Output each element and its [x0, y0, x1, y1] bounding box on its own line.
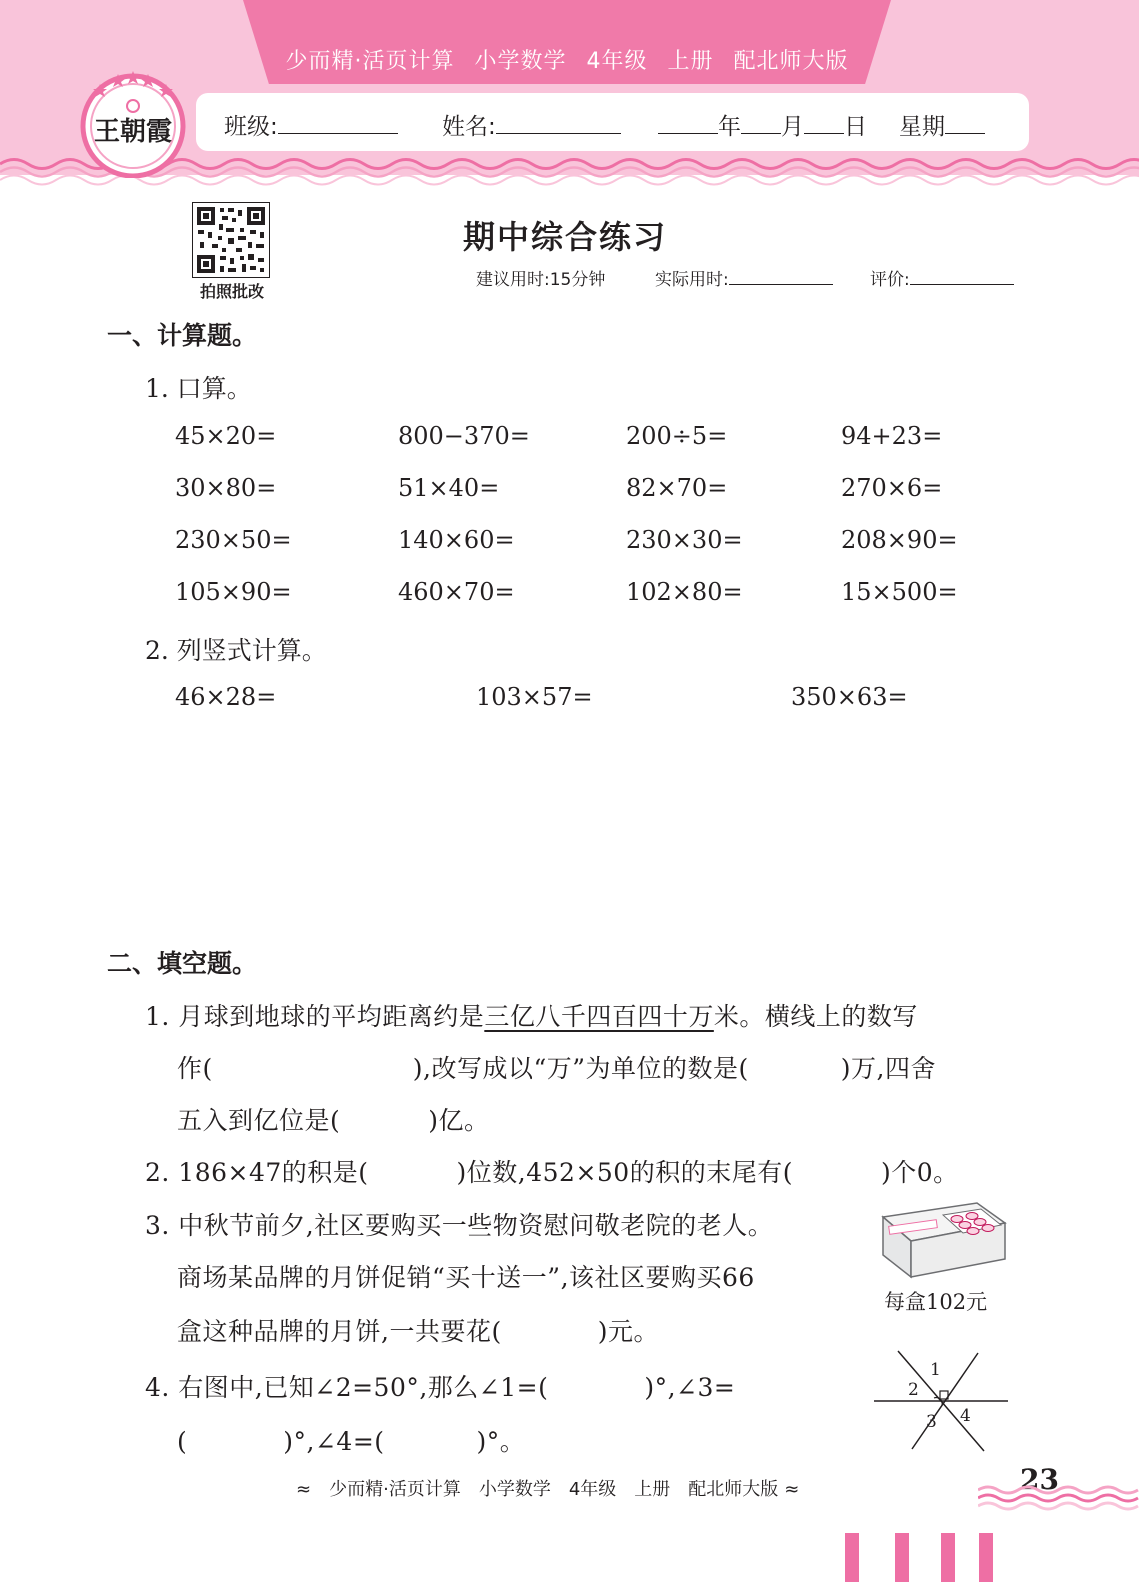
footer-series: 少而精·活页计算 — [329, 1479, 461, 1500]
q1-text: )万,四舍 — [840, 1054, 936, 1083]
q4-text: )°。 — [476, 1427, 526, 1456]
angle-label-1: 1 — [930, 1360, 941, 1380]
oral-calc-item: 94+23= — [841, 422, 943, 450]
q4-text: )°,∠3= — [644, 1373, 736, 1402]
oral-calc-item: 105×90= — [175, 578, 292, 606]
oral-calc-item: 230×50= — [175, 526, 292, 554]
q1-text: 五入到亿位是( — [177, 1106, 341, 1135]
q2-text: 2. 186×47的积是( — [145, 1158, 369, 1187]
header-title-series: 少而精·活页计算 — [285, 49, 455, 74]
q1-text: ),改写成以“万”为单位的数是( — [412, 1054, 749, 1083]
suggested-time: 建议用时:15分钟 — [476, 270, 606, 290]
week-label: 星期 — [899, 114, 945, 140]
footer-series-text — [296, 1475, 817, 1501]
angle-label-2: 2 — [908, 1380, 919, 1400]
oral-calc-item: 51×40= — [398, 474, 500, 502]
q1-text: 作( — [177, 1054, 213, 1083]
footer-edition: 配北师大版 — [688, 1479, 779, 1500]
q2-text: )个0。 — [880, 1158, 959, 1187]
footer-wave-decoration — [978, 1484, 1139, 1512]
class-blank[interactable] — [278, 111, 398, 134]
header-title-subject: 小学数学 — [474, 49, 567, 74]
year-blank[interactable] — [658, 111, 718, 134]
qr-code-icon[interactable] — [192, 202, 270, 278]
month-label: 月 — [781, 114, 804, 140]
day-label: 日 — [844, 114, 867, 140]
q1-text: 米。横线上的数写 — [713, 1002, 918, 1031]
question1-line1 — [145, 997, 918, 1033]
year-label: 年 — [718, 114, 741, 140]
footer-grade: 4年级 — [568, 1479, 617, 1500]
q1-underlined-number: 三亿八千四百四十万 — [484, 1002, 714, 1031]
header-title-grade: 4年级 — [586, 49, 648, 74]
section1-part2-label: 2. 列竖式计算。 — [145, 636, 327, 665]
oral-calc-item: 102×80= — [626, 578, 743, 606]
oral-calc-item: 200÷5= — [626, 422, 728, 450]
footer-wave-icon: ≈ — [784, 1479, 800, 1500]
header-title-volume: 上册 — [667, 49, 714, 74]
class-label: 班级: — [224, 114, 278, 140]
question3-line3 — [177, 1312, 659, 1348]
vertical-calc-item: 46×28= — [175, 683, 277, 711]
evaluation-field[interactable] — [870, 265, 1014, 290]
section2-heading: 二、填空题。 — [107, 949, 258, 978]
oral-calc-item: 30×80= — [175, 474, 277, 502]
oral-calc-item: 460×70= — [398, 578, 515, 606]
question2 — [145, 1153, 959, 1189]
name-label: 姓名: — [442, 114, 496, 140]
angle-label-3: 3 — [926, 1412, 937, 1432]
q1-text: 1. 月球到地球的平均距离约是 — [145, 1002, 485, 1031]
footer-volume: 上册 — [634, 1479, 671, 1500]
section1-part1-label: 1. 口算。 — [145, 374, 252, 403]
class-field[interactable] — [224, 108, 398, 141]
q4-text: 4. 右图中,已知∠2=50°,那么∠1=( — [145, 1373, 549, 1402]
date-field[interactable] — [658, 108, 985, 141]
week-blank[interactable] — [945, 111, 985, 134]
angle-diagram — [872, 1345, 1012, 1455]
page-title: 期中综合练习 — [462, 218, 667, 256]
vertical-calc-item: 103×57= — [476, 683, 593, 711]
qr-label: 拍照批改 — [199, 282, 264, 301]
question4-line2 — [177, 1422, 525, 1458]
q3-text: 盒这种品牌的月饼,一共要花( — [177, 1317, 502, 1346]
question4-line1 — [145, 1368, 735, 1404]
brand-logo — [78, 68, 188, 178]
page-number: 23 — [1020, 1463, 1059, 1496]
q2-text: )位数,452×50的积的末尾有( — [456, 1158, 793, 1187]
name-field[interactable] — [442, 108, 621, 141]
header-title — [243, 44, 891, 75]
question3-line1: 3. 中秋节前夕,社区要购买一些物资慰问敬老院的老人。 — [145, 1211, 774, 1240]
section1-heading: 一、计算题。 — [107, 321, 258, 350]
q1-text: )亿。 — [428, 1106, 490, 1135]
angle-label-4: 4 — [960, 1406, 971, 1426]
actual-time-blank[interactable] — [729, 266, 833, 285]
evaluation-label: 评价: — [870, 270, 910, 290]
actual-time-field[interactable] — [655, 265, 833, 290]
mooncake-box-illustration — [877, 1197, 1009, 1283]
q3-text: )元。 — [597, 1317, 659, 1346]
oral-calc-item: 82×70= — [626, 474, 728, 502]
header-title-edition: 配北师大版 — [733, 49, 849, 74]
question1-line2 — [177, 1049, 936, 1085]
oral-calc-item: 15×500= — [841, 578, 958, 606]
name-blank[interactable] — [496, 111, 621, 134]
footer-subject: 小学数学 — [478, 1479, 551, 1500]
oral-calc-item: 800−370= — [398, 422, 530, 450]
oral-calc-item: 230×30= — [626, 526, 743, 554]
question3-line2: 商场某品牌的月饼促销“买十送一”,该社区要购买66 — [177, 1263, 755, 1292]
evaluation-blank[interactable] — [910, 266, 1014, 285]
oral-calc-item: 270×6= — [841, 474, 943, 502]
actual-time-label: 实际用时: — [655, 270, 729, 290]
mooncake-price: 每盒102元 — [884, 1290, 988, 1314]
q4-text: ( — [177, 1427, 188, 1456]
day-blank[interactable] — [804, 111, 844, 134]
footer-wave-icon: ≈ — [296, 1479, 312, 1500]
vertical-calc-item: 350×63= — [791, 683, 908, 711]
oral-calc-item: 45×20= — [175, 422, 277, 450]
q4-text: )°,∠4=( — [283, 1427, 385, 1456]
question1-line3 — [177, 1101, 490, 1137]
oral-calc-item: 140×60= — [398, 526, 515, 554]
logo-text: 王朝霞 — [93, 117, 173, 147]
oral-calc-item: 208×90= — [841, 526, 958, 554]
month-blank[interactable] — [741, 111, 781, 134]
